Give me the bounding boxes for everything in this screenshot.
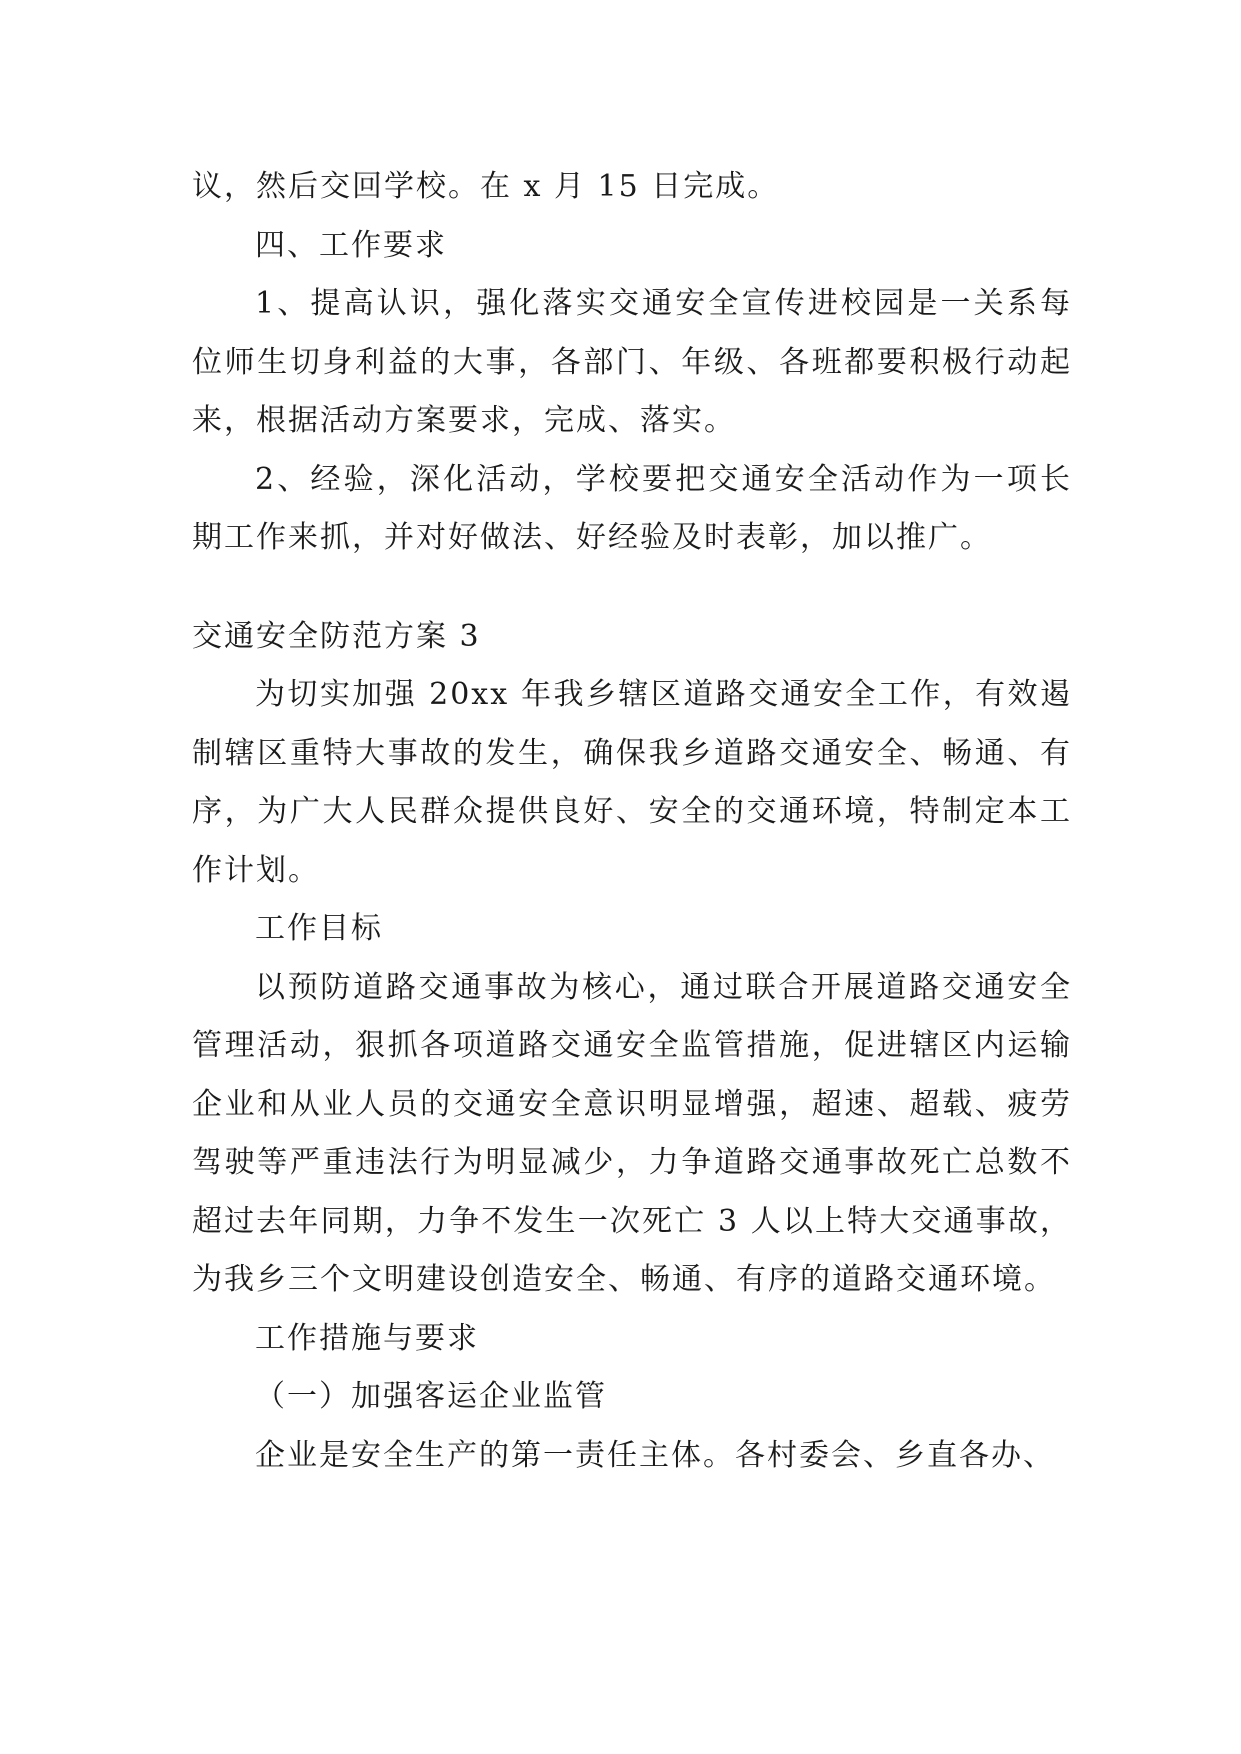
paragraph: 为切实加强 20xx 年我乡辖区道路交通安全工作，有效遏制辖区重特大事故的发生，确保我乡道路交通安全、畅通、有序，为广大人民群众提供良好、安全的交通环境，特制定本工作计划。 bbox=[192, 677, 1072, 888]
paragraph: 以预防道路交通事故为核心，通过联合开展道路交通安全管理活动，狠抓各项道路交通安全监管措施，促进辖区内运输企业和从业人员的交通安全意识明显增强，超速、超载、疲劳驾驶等严重违法行为明显减少，力争道路交通事故死亡总数不超过去年同期，力争不发生一次死亡 3 人以上特大交通事故，为我乡三个文明建设创造安全、畅通、有序的道路交通环境。 bbox=[192, 969, 1072, 1297]
subheading: （一）加强客运企业监管 bbox=[255, 1379, 607, 1414]
paragraph: 议，然后交回学校。在 x 月 15 日完成。 bbox=[192, 169, 780, 204]
paragraph: 2、经验，深化活动，学校要把交通安全活动作为一项长期工作来抓，并对好做法、好经验及时表彰，加以推广。 bbox=[192, 461, 1072, 555]
heading-measures: 工作措施与要求 bbox=[255, 1320, 479, 1356]
section-spacer bbox=[192, 568, 1072, 608]
paragraph: 1、提高认识，强化落实交通安全宣传进校园是一关系每位师生切身利益的大事，各部门、年级、各班都要积极行动起来，根据活动方案要求，完成、落实。 bbox=[192, 286, 1072, 438]
heading-work-goal: 工作目标 bbox=[255, 911, 383, 946]
paragraph: 企业是安全生产的第一责任主体。各村委会、乡直各办、 bbox=[255, 1437, 1055, 1473]
section-title: 交通安全防范方案 3 bbox=[192, 618, 481, 654]
document-body bbox=[192, 158, 1072, 1485]
heading-work-requirements: 四、工作要求 bbox=[255, 227, 447, 263]
